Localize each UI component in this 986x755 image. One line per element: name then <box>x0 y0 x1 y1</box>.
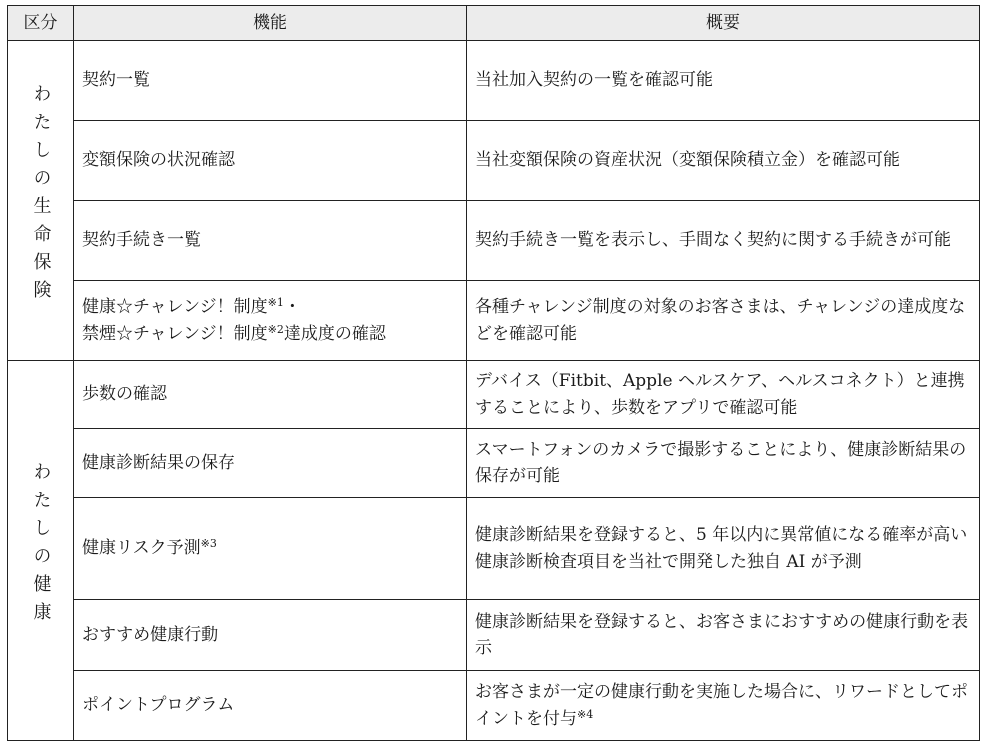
table-row <box>8 671 980 741</box>
summary-cell: デバイス（Fitbit、Apple ヘルスケア、ヘルスコネクト）と連携することにより、歩数をアプリで確認可能 <box>467 361 980 429</box>
summary-cell: 健康診断結果を登録すると、お客さまにおすすめの健康行動を表示 <box>467 600 980 671</box>
category-label: わたしの生命保険 <box>30 84 52 309</box>
table-row <box>8 429 980 498</box>
function-text: 健康☆チャレンジ！制度 <box>82 297 268 318</box>
summary-cell: スマートフォンのカメラで撮影することにより、健康診断結果の保存が可能 <box>467 429 980 498</box>
table-row <box>8 121 980 201</box>
summary-cell: 契約手続き一覧を表示し、手間なく契約に関する手続きが可能 <box>467 201 980 281</box>
function-text: 達成度の確認 <box>283 323 386 344</box>
category-cell-life-insurance <box>8 41 74 361</box>
summary-cell: 各種チャレンジ制度の対象のお客さまは、チャレンジの達成度などを確認可能 <box>467 281 980 361</box>
summary-cell: 健康診断結果を登録すると、5 年以内に異常値になる確率が高い健康診断検査項目を当社で開発した独自 AI が予測 <box>467 498 980 600</box>
summary-cell: 当社変額保険の資産状況（変額保険積立金）を確認可能 <box>467 121 980 201</box>
function-cell: おすすめ健康行動 <box>74 600 467 671</box>
header-function: 機能 <box>74 6 467 41</box>
footnote-marker: ※2 <box>267 322 284 336</box>
function-cell: 契約手続き一覧 <box>74 201 467 281</box>
feature-table <box>7 5 980 741</box>
table-row <box>8 281 980 361</box>
header-summary: 概要 <box>467 6 980 41</box>
table-row <box>8 201 980 281</box>
summary-cell <box>467 671 980 741</box>
footnote-marker: ※1 <box>267 296 284 310</box>
function-cell: 健康診断結果の保存 <box>74 429 467 498</box>
summary-text: お客さまが一定の健康行動を実施した場合に、リワードとしてポイントを付与 <box>475 682 968 729</box>
header-row <box>8 6 980 41</box>
separator-text: ・ <box>283 297 301 318</box>
function-text: 禁煙☆チャレンジ！制度 <box>82 323 268 344</box>
category-label: わたしの健康 <box>30 462 52 631</box>
summary-cell: 当社加入契約の一覧を確認可能 <box>467 41 980 121</box>
function-cell: ポイントプログラム <box>74 671 467 741</box>
footnote-marker: ※4 <box>577 707 594 721</box>
table-row <box>8 600 980 671</box>
table-row <box>8 41 980 121</box>
table-row <box>8 361 980 429</box>
header-category: 区分 <box>8 6 74 41</box>
category-cell-health <box>8 361 74 741</box>
function-cell <box>74 281 467 361</box>
function-cell: 契約一覧 <box>74 41 467 121</box>
footnote-marker: ※3 <box>200 537 217 551</box>
table-row <box>8 498 980 600</box>
function-cell: 変額保険の状況確認 <box>74 121 467 201</box>
function-cell: 歩数の確認 <box>74 361 467 429</box>
function-text: 健康リスク予測 <box>82 538 201 559</box>
function-cell <box>74 498 467 600</box>
